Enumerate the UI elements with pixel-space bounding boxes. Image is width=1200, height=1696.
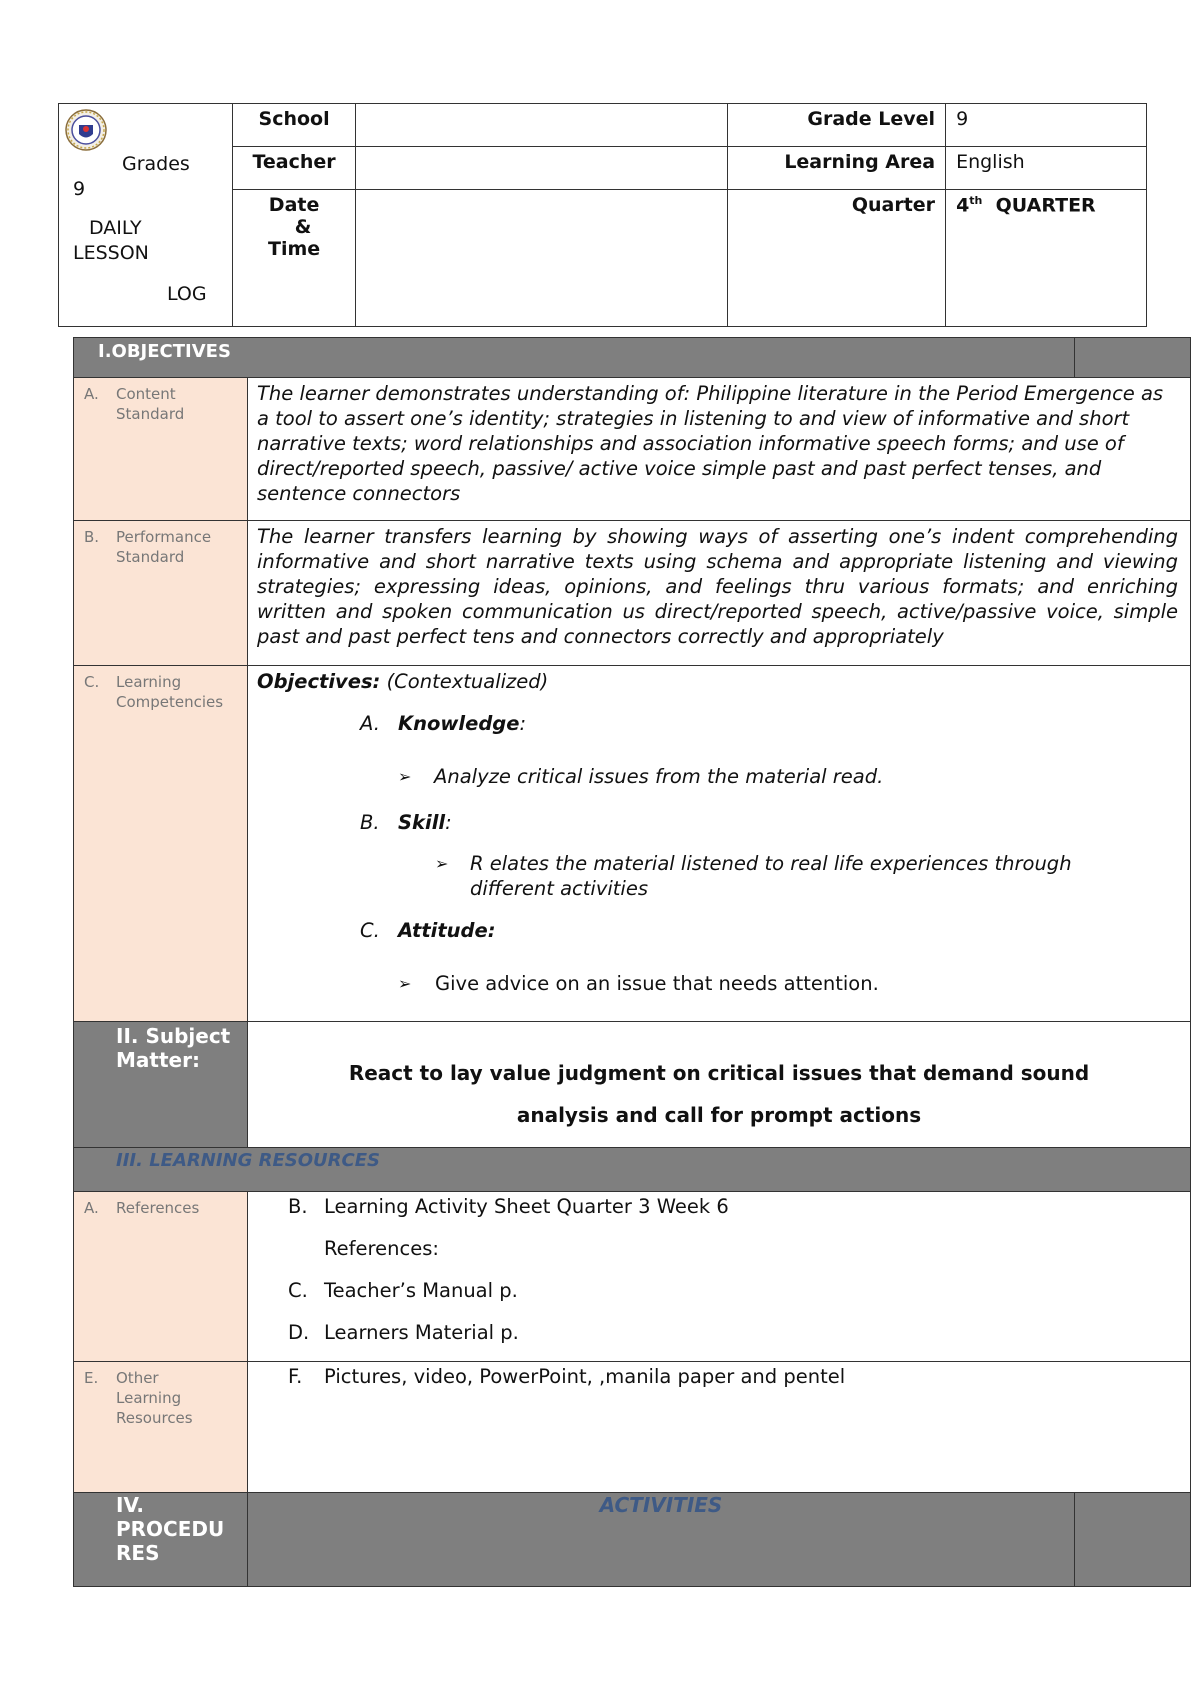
skill-line	[257, 810, 1180, 835]
reference-text: Learners Material p.	[324, 1321, 519, 1344]
other-resources-label	[74, 1362, 248, 1493]
reference-text: Teacher’s Manual p.	[324, 1279, 518, 1302]
date-label: Date	[268, 194, 320, 216]
references-letter: A.	[84, 1199, 99, 1217]
knowledge-item-text: Analyze critical issues from the material read.	[434, 765, 884, 788]
attitude-label: Attitude:	[398, 919, 496, 942]
subject-matter-text-1: React to lay value judgment on critical issues that demand sound	[348, 1061, 1090, 1085]
ampersand-label: &	[294, 216, 312, 238]
other-resources-label-3: Resources	[116, 1409, 193, 1427]
skill-item	[257, 851, 1180, 876]
performance-standard-label-1: Performance	[116, 528, 212, 546]
other-resources-label-1: Other	[116, 1369, 159, 1387]
procedures-label	[74, 1493, 248, 1587]
activities-header: ACTIVITIES	[248, 1493, 1075, 1587]
other-resources-letter: E.	[84, 1369, 99, 1387]
reference-item	[288, 1318, 1190, 1360]
performance-standard-label-2: Standard	[116, 548, 185, 566]
competencies-letter: C.	[84, 673, 100, 691]
objectives-line	[257, 669, 1180, 694]
procedures-label-3: RES	[116, 1541, 160, 1565]
attitude-item	[257, 971, 1180, 996]
learning-area-value[interactable]: English	[946, 147, 1147, 190]
deped-seal-icon	[64, 108, 108, 152]
references-label-text: References	[116, 1199, 200, 1217]
reference-item	[288, 1276, 1190, 1318]
subject-matter-label-2: Matter:	[116, 1048, 200, 1072]
quarter-suffix: th	[969, 194, 983, 207]
performance-standard-letter: B.	[84, 528, 100, 546]
subject-matter-text-2: analysis and call for prompt actions	[516, 1103, 922, 1127]
objectives-note: (Contextualized)	[386, 670, 549, 693]
attitude-letter: C.	[360, 919, 380, 942]
subject-matter-text	[248, 1022, 1191, 1148]
competencies-label-2: Competencies	[116, 693, 224, 711]
knowledge-item	[257, 764, 1180, 789]
skill-label: Skill	[398, 811, 446, 834]
objectives-label: Objectives:	[257, 670, 381, 693]
quarter-number: 4	[956, 194, 970, 217]
objectives-header-spacer	[1075, 338, 1191, 378]
learning-resources-header: III. LEARNING RESOURCES	[74, 1148, 1191, 1192]
knowledge-colon: :	[519, 712, 527, 735]
knowledge-line	[257, 711, 1180, 736]
other-resources-content	[248, 1362, 1191, 1493]
reference-letter: C.	[288, 1279, 308, 1302]
teacher-field[interactable]	[356, 147, 728, 190]
header-table	[58, 103, 1147, 327]
procedures-label-2: PROCEDU	[116, 1517, 225, 1541]
title-dll	[73, 216, 207, 307]
title-block	[59, 104, 233, 327]
content-standard-text: The learner demonstrates understanding of: Philippine literature in the Period Emergence as a tool to assert one’s identity; strategies in listening to and view of informative and short narrative texts; word relationships and association informative speech forms; and use of direct/reported speech, passive/ active voice simple past and past perfect tenses, and sentence connectors	[248, 378, 1191, 521]
competencies-content	[248, 666, 1191, 1022]
skill-item-cont	[257, 876, 1180, 901]
attitude-line	[257, 918, 1180, 943]
competencies-label-1: Learning	[116, 673, 182, 691]
grade-level-value[interactable]: 9	[946, 104, 1147, 147]
time-label: Time	[267, 238, 321, 260]
other-resource-item	[288, 1362, 1190, 1404]
other-resource-text: Pictures, video, PowerPoint, ,manila paper and pentel	[324, 1365, 846, 1388]
knowledge-letter: A.	[360, 712, 380, 735]
lesson-table	[73, 337, 1191, 1587]
title-grades: Grades	[122, 153, 190, 175]
reference-text: Learning Activity Sheet Quarter 3 Week 6	[324, 1195, 729, 1218]
school-label: School	[232, 104, 356, 147]
skill-item-text-1: R elates the material listened to real life experiences through	[470, 852, 1072, 875]
content-standard-label-1: Content	[116, 385, 176, 403]
reference-letter: D.	[288, 1321, 310, 1344]
performance-standard-text: The learner transfers learning by showing ways of asserting one’s indent comprehending informative and short narrative texts using schema and appropriate listening and viewing strategies; expressing ideas, opinions, and feelings thru various formats; and enriching written and spoken communication us direct/reported speech, active/passive voice, simple past and past perfect tens and connectors correctly and appropriately	[248, 521, 1191, 666]
subject-matter-label-1: II. Subject	[116, 1024, 231, 1048]
knowledge-label: Knowledge	[398, 712, 520, 735]
reference-letter: B.	[288, 1195, 308, 1218]
title-grade-number: 9	[73, 178, 86, 200]
objectives-header: I.OBJECTIVES	[74, 338, 1075, 378]
competencies-label	[74, 666, 248, 1022]
quarter-value[interactable]	[946, 190, 1147, 327]
date-time-field[interactable]	[356, 190, 728, 327]
subject-matter-label	[74, 1022, 248, 1148]
grade-level-label: Grade Level	[728, 104, 946, 147]
content-standard-label-2: Standard	[116, 405, 185, 423]
quarter-label: Quarter	[728, 190, 946, 327]
arrow-bullet-icon: ➢	[398, 974, 412, 993]
other-resources-label-2: Learning	[116, 1389, 182, 1407]
procedures-label-1: IV.	[116, 1493, 144, 1517]
title-daily: DAILY	[89, 217, 142, 239]
references-label	[74, 1192, 248, 1362]
procedures-spacer	[1075, 1493, 1191, 1587]
arrow-bullet-icon: ➢	[435, 854, 449, 873]
quarter-word: QUARTER	[995, 194, 1096, 217]
reference-text: References:	[324, 1237, 439, 1260]
attitude-item-text: Give advice on an issue that needs attention.	[435, 972, 879, 995]
teacher-label: Teacher	[232, 147, 356, 190]
title-log: LOG	[167, 283, 207, 305]
content-standard-letter: A.	[84, 385, 99, 403]
learning-area-label: Learning Area	[728, 147, 946, 190]
content-standard-label	[74, 378, 248, 521]
skill-colon: :	[445, 811, 452, 834]
title-text	[73, 152, 190, 202]
title-lesson: LESSON	[73, 242, 149, 264]
arrow-bullet-icon: ➢	[398, 767, 412, 786]
performance-standard-label	[74, 521, 248, 666]
reference-item	[288, 1192, 1190, 1234]
reference-item	[288, 1234, 1190, 1276]
date-time-label	[232, 190, 356, 327]
school-field[interactable]	[356, 104, 728, 147]
skill-item-text-2: different activities	[470, 877, 648, 900]
skill-letter: B.	[360, 811, 380, 834]
other-resource-letter: F.	[288, 1365, 303, 1388]
references-content	[248, 1192, 1191, 1362]
